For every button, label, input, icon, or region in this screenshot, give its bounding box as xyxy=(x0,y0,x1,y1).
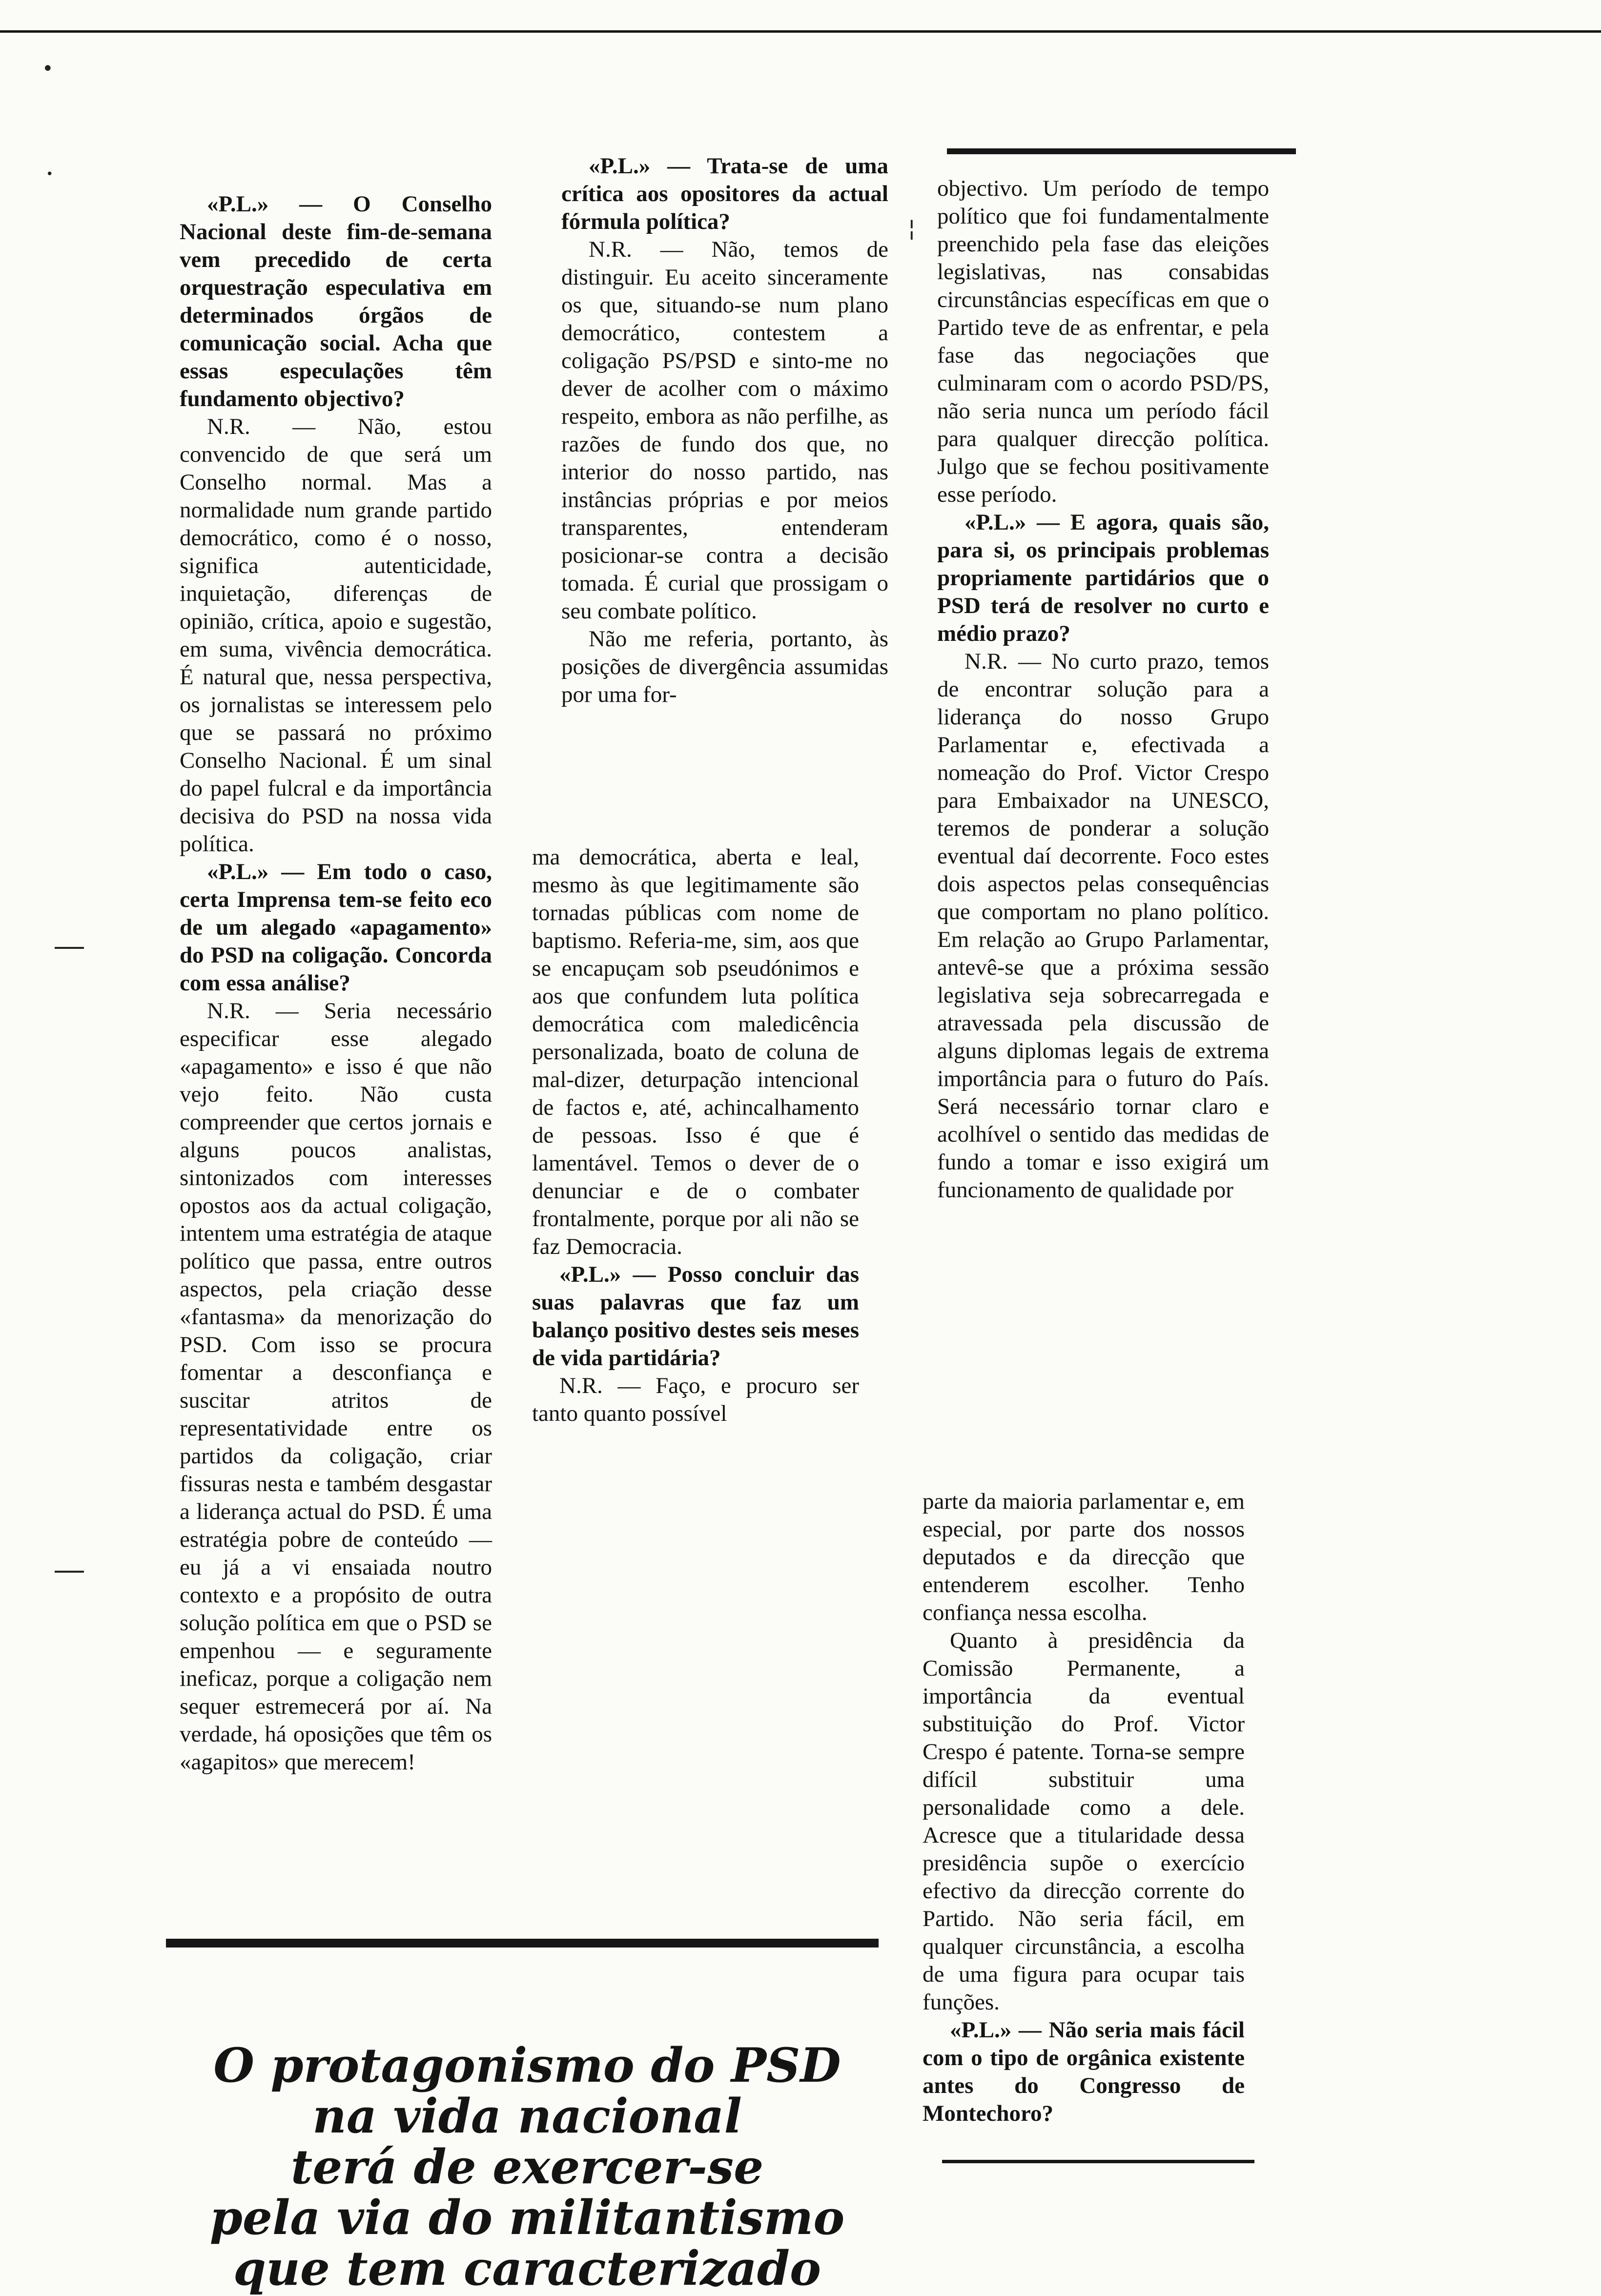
body-paragraph: Quanto à presidência da Comissão Permanente, a importância da eventual substituição do Prof. Victor Crespo é patente. Torna-se sempre difícil substituir uma personalidade como a dele. Acresce que a titularidade dessa presidência supõe o exercício efectivo da direcção corrente do Partido. Não seria fácil, em qualquer circunstância, a escolha de uma figura para ocupar tais funções. xyxy=(923,1628,1245,2015)
margin-dash-1 xyxy=(55,947,84,949)
column3-top-rule xyxy=(947,148,1296,154)
headline-line: na vida nacional xyxy=(312,2089,742,2144)
question-paragraph: «P.L.» — O Conselho Nacional deste fim-de-semana vem precedido de certa orquestração especulativa em determinados órgãos de comunicação social. Acha que essas especulações têm fundamento objectivo? xyxy=(180,191,492,411)
answer-paragraph: N.R. — Não, estou convencido de que será um Conselho normal. Mas a normalidade num grande partido democrático, como é o nosso, significa autenticidade, inquietação, diferenças de opinião, crítica, apoio e sugestão, em suma, vivência democrática. É natural que, nessa perspectiva, os jornalistas se interessem pelo que se passará no próximo Conselho Nacional. É um sinal do papel fulcral e da importância decisiva do PSD na nossa vida política. xyxy=(180,414,492,857)
question-paragraph: «P.L.» — Posso concluir das suas palavras que faz um balanço positivo destes seis meses de vida partidária? xyxy=(532,1262,859,1371)
question-paragraph: «P.L.» — Não seria mais fácil com o tipo de orgânica existente antes do Congresso de Montechoro? xyxy=(923,2017,1245,2126)
answer-paragraph: N.R. — Não, temos de distinguir. Eu aceito sinceramente os que, situando-se num plano democrático, contestem a coligação PS/PSD e sinto-me no dever de acolher com o máximo respeito, embora as não perfilhe, as razões de fundo dos que, no interior do nosso partido, nas instâncias próprias e por meios transparentes, entenderam posicionar-se contra a decisão tomada. É curial que prossigam o seu combate político. xyxy=(561,237,888,624)
question-paragraph: «P.L.» — Em todo o caso, certa Imprensa tem-se feito eco de um alegado «apagamento» do PSD na coligação. Concorda com essa análise? xyxy=(180,859,492,996)
question-paragraph: «P.L.» — Trata-se de uma crítica aos opositores da actual fórmula política? xyxy=(561,153,888,234)
continued-paragraph: parte da maioria parlamentar e, em especial, por parte dos nossos deputados e da direcção que entenderem escolher. Tenho confiança nessa escolha. xyxy=(923,1489,1245,1625)
answer-paragraph: N.R. — Faço, e procuro ser tanto quanto possível xyxy=(532,1373,859,1426)
column-3-top xyxy=(937,175,1269,1204)
margin-dash-2 xyxy=(55,1571,84,1573)
column-divider-tick: ¦ xyxy=(908,215,916,241)
headline-line: que tem caracterizado xyxy=(233,2241,821,2296)
headline-line: pela via do militantismo xyxy=(209,2190,845,2245)
column-2-bottom xyxy=(532,843,859,1428)
column-2-top xyxy=(561,152,888,709)
column3-bottom-rule xyxy=(942,2160,1254,2163)
column-1 xyxy=(180,190,492,1776)
answer-paragraph: N.R. — No curto prazo, temos de encontrar solução para a liderança do nosso Grupo Parlamentar e, efectivada a nomeação do Prof. Victor Crespo para Embaixador na UNESCO, teremos de ponderar a solução eventual daí decorrente. Foco estes dois aspectos pelas consequências que comportam no plano político. Em relação ao Grupo Parlamentar, antevê-se que a próxima sessão legislativa seja sobrecarregada e atravessada pela discussão de alguns diplomas legais de extrema importância para o futuro do País. Será necessário tornar claro e acolhível o sentido das medidas de fundo a tomar e isso exigirá um funcionamento de qualidade por xyxy=(937,649,1269,1203)
question-paragraph: «P.L.» — E agora, quais são, para si, os principais problemas propriamente partidários que o PSD terá de resolver no curto e médio prazo? xyxy=(937,510,1269,646)
headline-line: terá de exercer-se xyxy=(290,2139,764,2194)
column-3-bottom xyxy=(923,1488,1245,2128)
body-paragraph: Não me referia, portanto, às posições de divergência assumidas por uma for- xyxy=(561,626,888,707)
column1-bottom-rule xyxy=(166,1939,879,1948)
answer-paragraph: N.R. — Seria necessário especificar esse alegado «apagamento» e isso é que não vejo feito. Não custa compreender que certos jornais e alguns poucos analistas, sintonizados com interesses opostos aos da actual coligação, intentem uma estratégia de ataque político que passa, entre outros aspectos, pela criação desse «fantasma» da menorização do PSD. Com isso se procura fomentar a desconfiança e suscitar atritos de representatividade entre os partidos da coligação, criar fissuras nesta e também desgastar a liderança actual do PSD. É uma estratégia pobre de conteúdo — eu já a vi ensaiada noutro contexto e a propósito de outra solução política em que o PSD se empenhou — e seguramente ineficaz, porque a coligação nem sequer estremecerá por aí. Na verdade, há oposições que têm os «agapitos» que merecem! xyxy=(180,998,492,1775)
top-rule xyxy=(0,30,1601,33)
margin-dot-2: • xyxy=(46,167,54,182)
continued-paragraph: objectivo. Um período de tempo político que foi fundamentalmente preenchido pela fase das eleições legislativas, nas consabidas circunstâncias específicas em que o Partido teve de as enfrentar, e pela fase das negociações que culminaram com o acordo PSD/PS, não seria nunca um período fácil para qualquer direcção política. Julgo que se fechou positivamente esse período. xyxy=(937,176,1269,507)
continued-paragraph: ma democrática, aberta e leal, mesmo às que legitimamente são tornadas públicas com nome de baptismo. Referia-me, sim, aos que se encapuçam sob pseudónimos e aos que confundem luta política democrática com maledicência personalizada, boato de coluna de mal-dizer, deturpação intencional de factos e, até, achincalhamento de pessoas. Isso é que é lamentável. Temos o dever de o denunciar e de o combater frontalmente, porque por ali não se faz Democracia. xyxy=(532,844,859,1259)
pull-quote-headline xyxy=(161,2040,893,2294)
margin-dot-1: • xyxy=(42,58,54,80)
headline-line: O protagonismo do PSD xyxy=(213,2038,841,2093)
